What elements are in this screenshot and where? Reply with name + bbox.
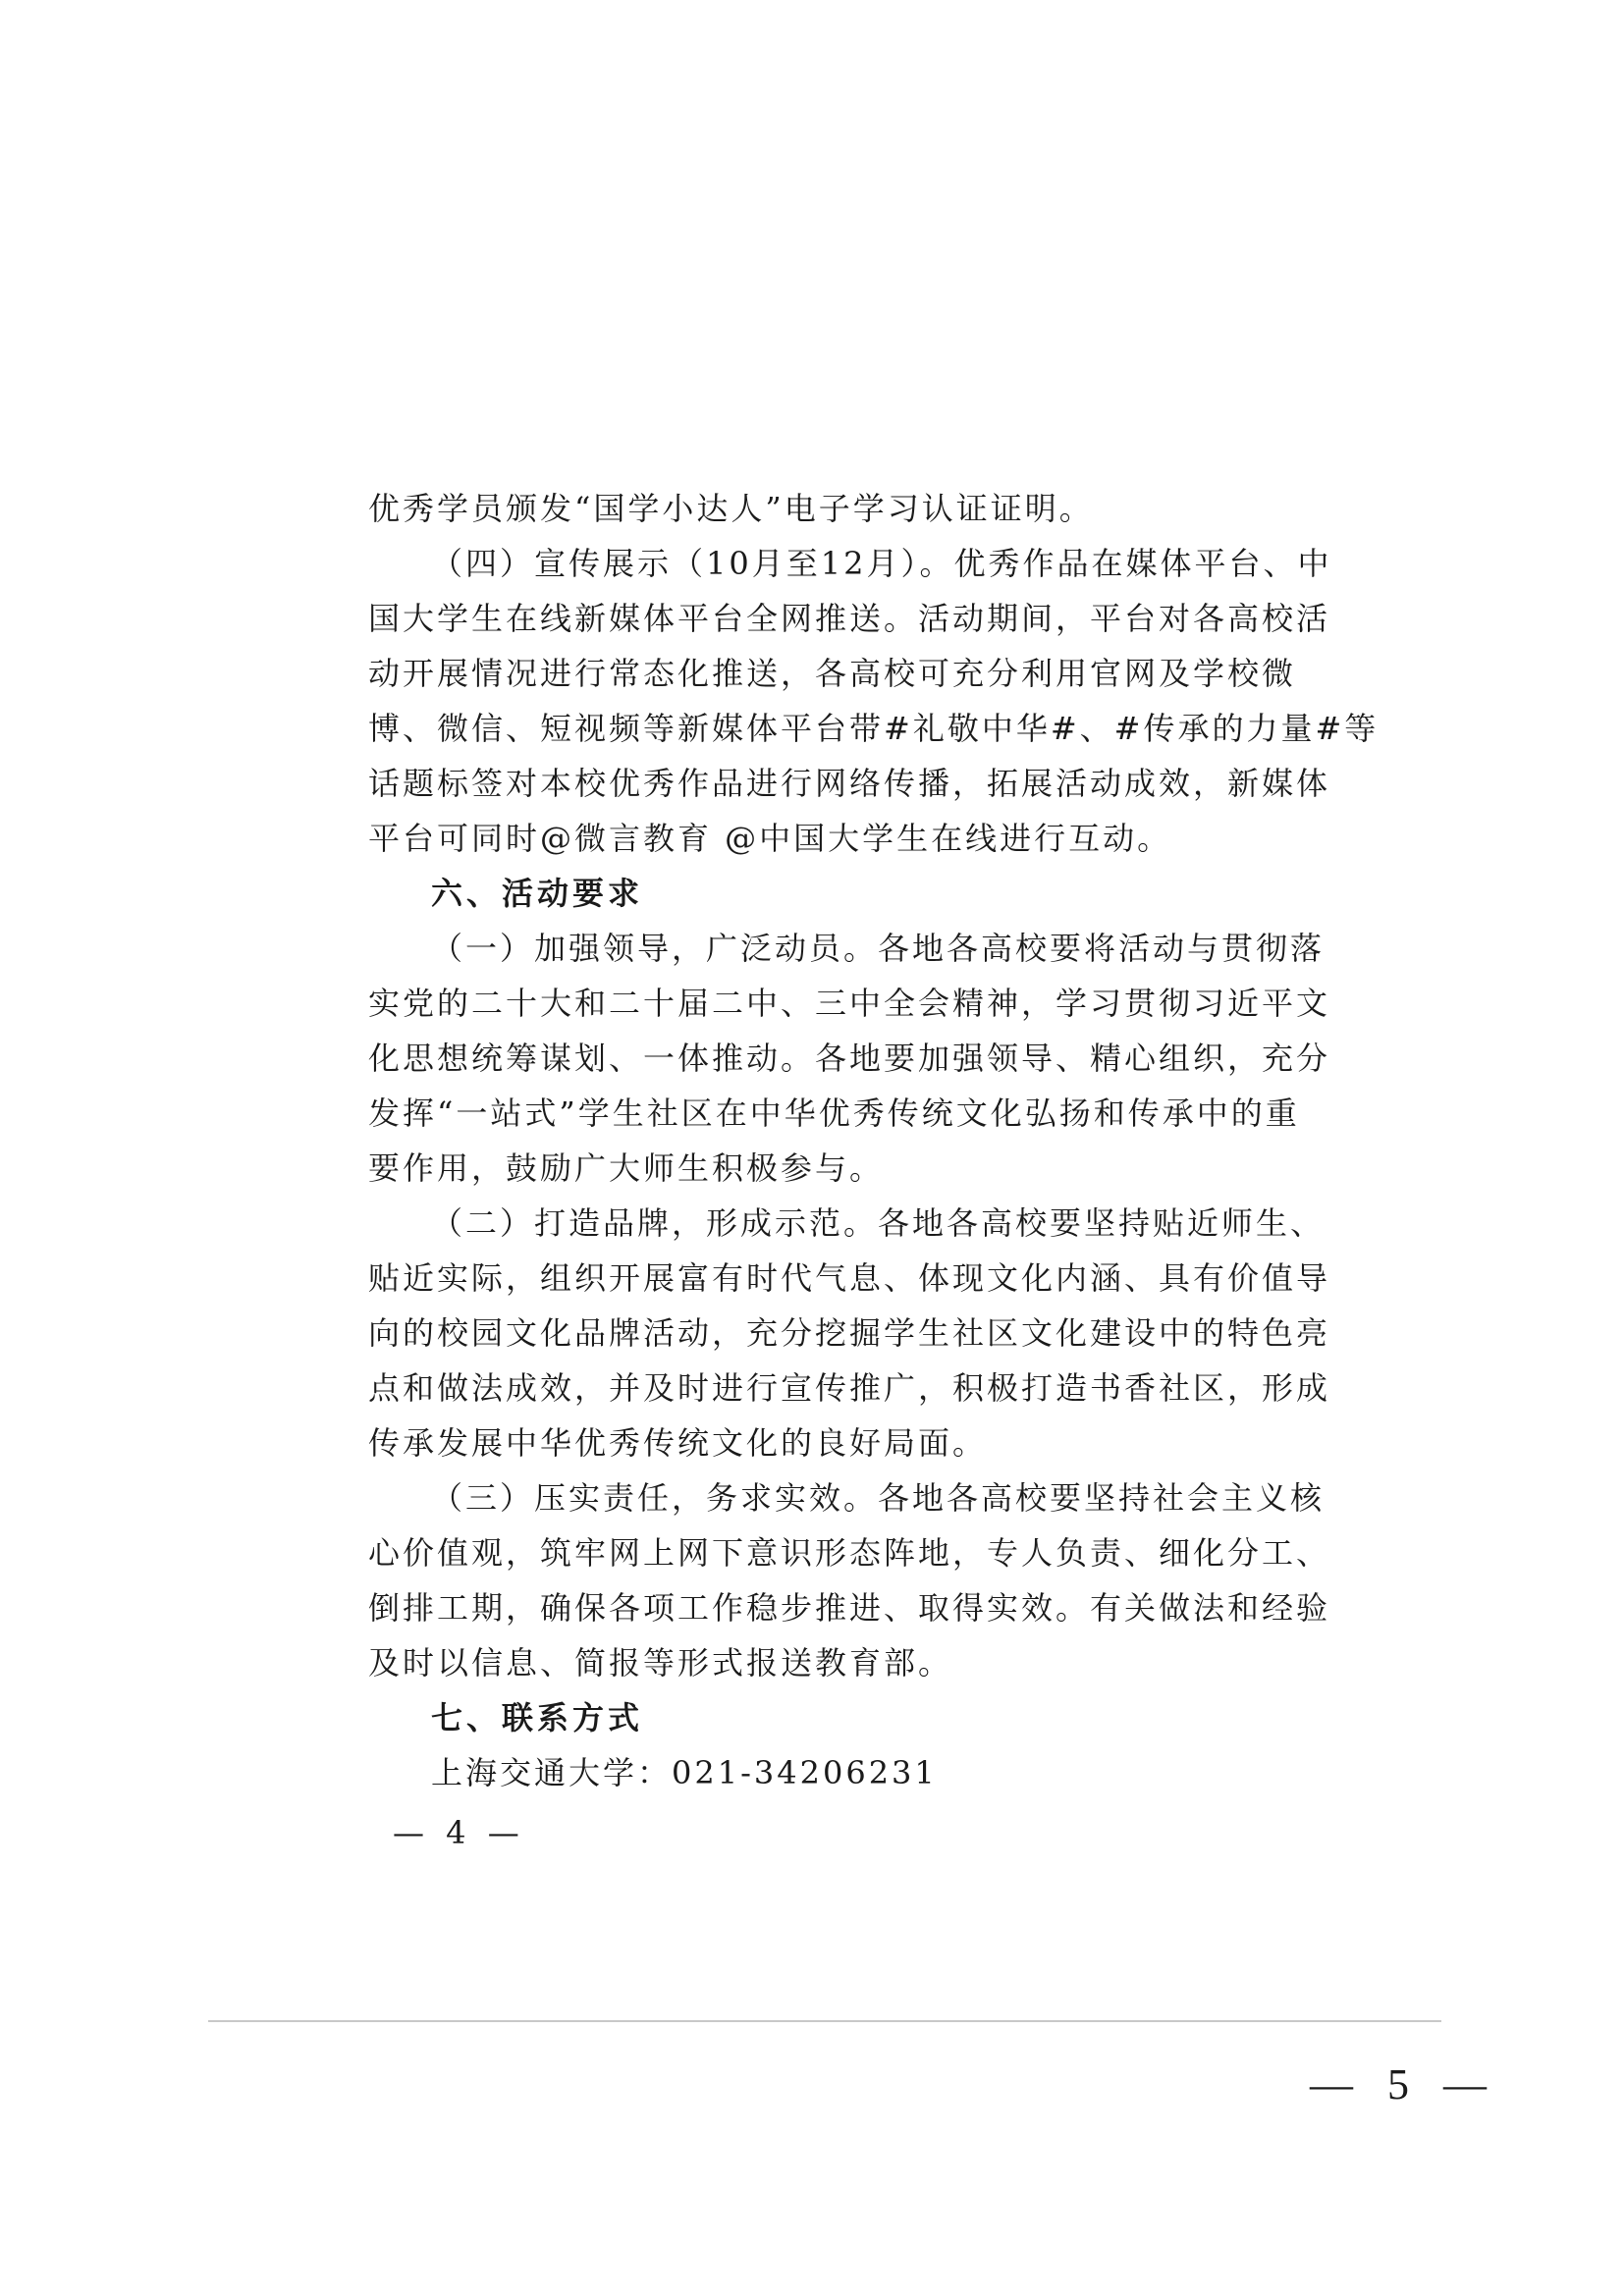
paragraph-line: 实党的二十大和二十届二中、三中全会精神，学习贯彻习近平文 xyxy=(368,985,1331,1022)
paragraph-line: 要作用，鼓励广大师生积极参与。 xyxy=(368,1149,885,1187)
page-divider xyxy=(208,2020,1441,2022)
paragraph-line: 向的校园文化品牌活动，充分挖掘学生社区文化建设中的特色亮 xyxy=(368,1314,1331,1352)
paragraph-line: 贴近实际，组织开展富有时代气息、体现文化内涵、具有价值导 xyxy=(368,1259,1331,1297)
paragraph-line: 传承发展中华优秀传统文化的良好局面。 xyxy=(368,1424,988,1462)
contact-line: 上海交通大学：021-34206231 xyxy=(431,1754,938,1791)
paragraph-line: 倒排工期，确保各项工作稳步推进、取得实效。有关做法和经验 xyxy=(368,1589,1331,1627)
paragraph-line: 心价值观，筑牢网上网下意识形态阵地，专人负责、细化分工、 xyxy=(368,1534,1331,1572)
paragraph-line: 动开展情况进行常态化推送，各高校可充分利用官网及学校微 xyxy=(368,655,1297,692)
document-body xyxy=(368,481,1380,1800)
paragraph-line: 国大学生在线新媒体平台全网推送。活动期间，平台对各高校活 xyxy=(368,600,1331,637)
paragraph-line: （二）打造品牌，形成示范。各地各高校要坚持贴近师生、 xyxy=(431,1204,1326,1242)
paragraph-line: （四）宣传展示（10月至12月）。优秀作品在媒体平台、中 xyxy=(431,545,1332,582)
paragraph-line: （一）加强领导，广泛动员。各地各高校要将活动与贯彻落 xyxy=(431,930,1326,967)
outer-page-number: — 5 — xyxy=(1310,2060,1498,2109)
paragraph-line: 平台可同时@微言教育 @中国大学生在线进行互动。 xyxy=(368,820,1172,857)
section-heading-6: 六、活动要求 xyxy=(431,875,644,912)
paragraph-line: 及时以信息、简报等形式报送教育部。 xyxy=(368,1644,953,1682)
paragraph-line: 博、微信、短视频等新媒体平台带#礼敬中华#、#传承的力量#等 xyxy=(368,710,1380,747)
inner-page-number: — 4 — xyxy=(393,1814,525,1851)
paragraph-line: 点和做法成效，并及时进行宣传推广，积极打造书香社区，形成 xyxy=(368,1369,1331,1407)
paragraph-line: 话题标签对本校优秀作品进行网络传播，拓展活动成效，新媒体 xyxy=(368,765,1331,802)
paragraph-line: 化思想统筹谋划、一体推动。各地要加强领导、精心组织，充分 xyxy=(368,1040,1331,1077)
paragraph-line: （三）压实责任，务求实效。各地各高校要坚持社会主义核 xyxy=(431,1479,1326,1517)
paragraph-line: 优秀学员颁发“国学小达人”电子学习认证证明。 xyxy=(368,490,1094,527)
paragraph-line: 发挥“一站式”学生社区在中华优秀传统文化弘扬和传承中的重 xyxy=(368,1095,1300,1132)
section-heading-7: 七、联系方式 xyxy=(431,1699,644,1736)
